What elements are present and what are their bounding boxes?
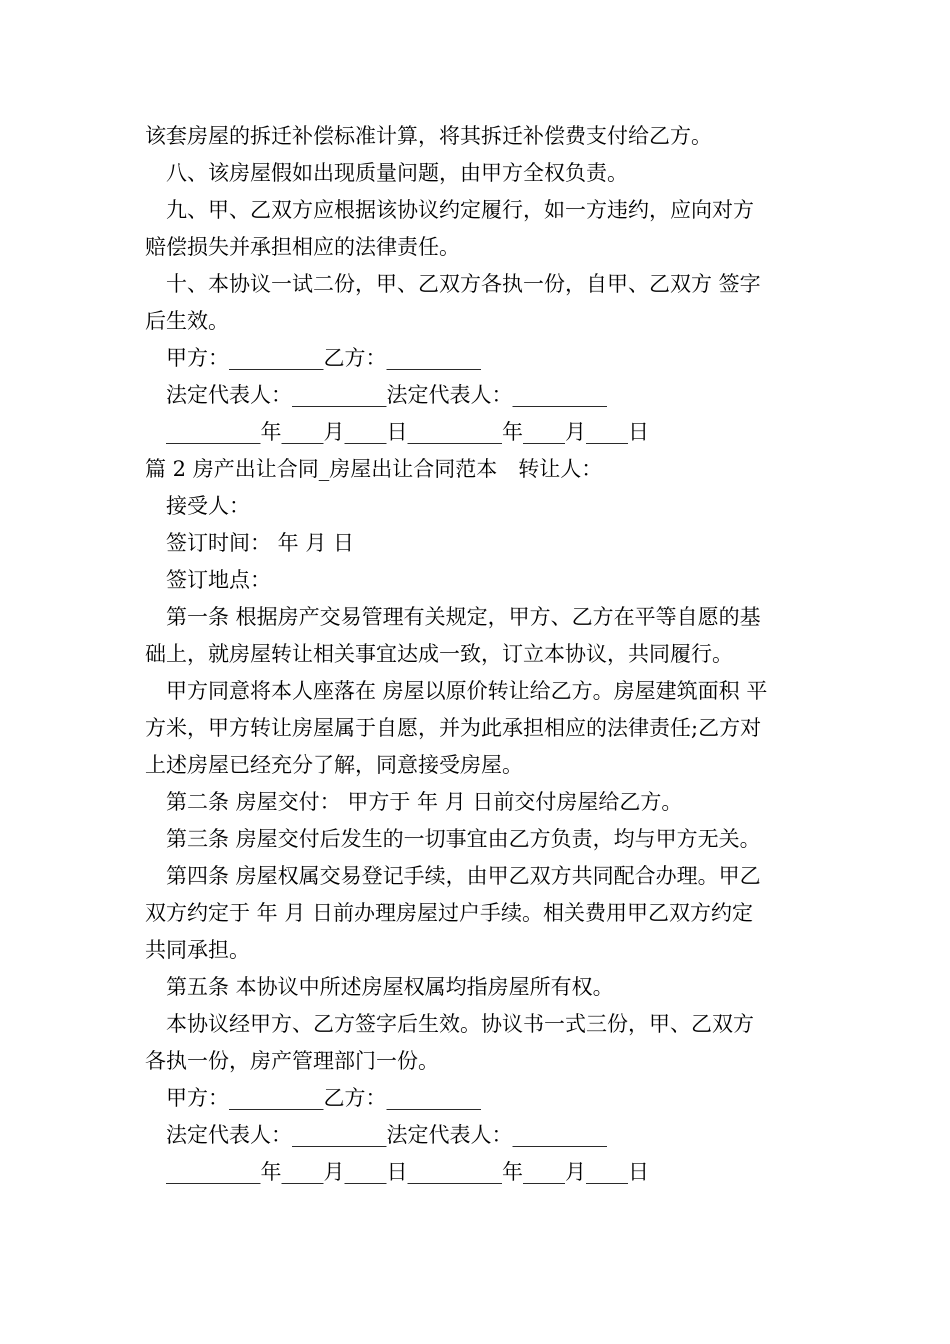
signature-dates: _________年____月____日_________年____月____日	[166, 1160, 649, 1184]
text-line: 双方约定于 年 月 日前办理房屋过户手续。相关费用甲乙双方约定	[145, 901, 754, 925]
clause-eight: 八、该房屋假如出现质量问题，由甲方全权负责。	[166, 161, 628, 185]
article-four: 第四条 房屋权属交易登记手续，由甲乙双方共同配合办理。甲乙	[166, 864, 761, 888]
document-body	[145, 118, 811, 1191]
article-two: 第二条 房屋交付： 甲方于 年 月 日前交付房屋给乙方。	[166, 790, 683, 814]
article-five: 第五条 本协议中所述房屋权属均指房屋所有权。	[166, 975, 614, 999]
signing-place-field: 签订地点：	[166, 568, 271, 592]
clause-ten: 十、本协议一试二份，甲、乙双方各执一份，自甲、乙双方 签字	[166, 272, 761, 296]
paragraph: 本协议经甲方、乙方签字后生效。协议书一式三份，甲、乙双方	[166, 1012, 754, 1036]
article-three: 第三条 房屋交付后发生的一切事宜由乙方负责，均与甲方无关。	[166, 827, 761, 851]
clause-nine: 九、甲、乙双方应根据该协议约定履行，如一方违约，应向对方	[166, 198, 754, 222]
signature-dates: _________年____月____日_________年____月____日	[166, 420, 649, 444]
text-line: 共同承担。	[145, 938, 250, 962]
text-line: 各执一份，房产管理部门一份。	[145, 1049, 439, 1073]
signature-parties: 甲方：_________乙方：_________	[166, 346, 481, 370]
paragraph: 甲方同意将本人座落在 房屋以原价转让给乙方。房屋建筑面积 平	[166, 679, 768, 703]
signature-parties: 甲方：_________乙方：_________	[166, 1086, 481, 1110]
signature-representatives: 法定代表人：_________法定代表人：_________	[166, 383, 607, 407]
text-line: 赔偿损失并承担相应的法律责任。	[145, 235, 460, 259]
text-line: 该套房屋的拆迁补偿标准计算，将其拆迁补偿费支付给乙方。	[145, 124, 712, 148]
text-line: 方米，甲方转让房屋属于自愿，并为此承担相应的法律责任;乙方对	[145, 716, 762, 740]
article-one: 第一条 根据房产交易管理有关规定，甲方、乙方在平等自愿的基	[166, 605, 761, 629]
text-line: 础上，就房屋转让相关事宜达成一致，订立本协议，共同履行。	[145, 642, 733, 666]
recipient-field: 接受人：	[166, 494, 250, 518]
signing-time-field: 签订时间： 年 月 日	[166, 531, 355, 555]
signature-representatives: 法定代表人：_________法定代表人：_________	[166, 1123, 607, 1147]
text-line: 后生效。	[145, 309, 229, 333]
section-heading: 篇 2 房产出让合同_房屋出让合同范本 转让人：	[145, 457, 603, 481]
text-line: 上述房屋已经充分了解，同意接受房屋。	[145, 753, 523, 777]
